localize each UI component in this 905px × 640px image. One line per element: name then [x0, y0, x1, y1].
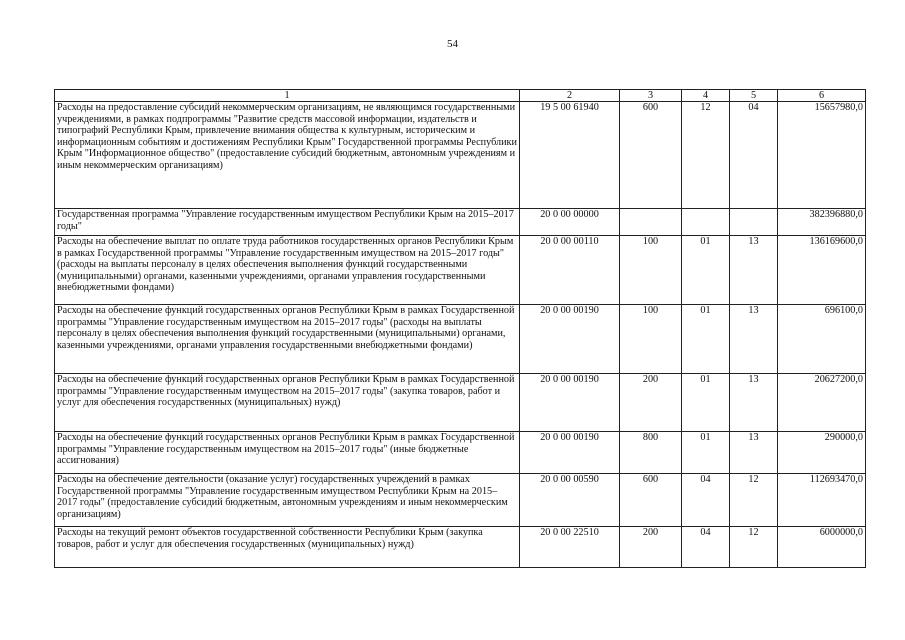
row-subsection: 13 — [730, 432, 778, 474]
row-description: Расходы на обеспечение деятельности (оказание услуг) государственных учреждений в рамках Государственной программы "Управление государственным имуществом Республики Крым на 2015–2017 годы" (предоставление субсидий бюджетным, автономным учреждениям и иным некоммерческим организациям) — [55, 474, 520, 527]
row-section: 01 — [682, 305, 730, 374]
row-subsection: 13 — [730, 236, 778, 305]
column-header-1: 1 — [55, 90, 520, 102]
row-description: Расходы на обеспечение функций государственных органов Республики Крым в рамках Государственной программы "Управление государственным имуществом на 2015–2017 годы" (закупка товаров, работ и услуг для обеспечения государственных (муниципальных) нужд) — [55, 374, 520, 432]
row-expense-type: 200 — [620, 374, 682, 432]
row-target-code: 19 5 00 61940 — [520, 102, 620, 209]
row-subsection — [730, 209, 778, 236]
row-section: 12 — [682, 102, 730, 209]
row-amount: 382396880,0 — [778, 209, 866, 236]
column-header-4: 4 — [682, 90, 730, 102]
row-target-code: 20 0 00 00190 — [520, 374, 620, 432]
row-amount: 290000,0 — [778, 432, 866, 474]
table-row — [55, 305, 866, 374]
row-expense-type: 100 — [620, 305, 682, 374]
row-subsection: 13 — [730, 305, 778, 374]
row-description: Расходы на обеспечение выплат по оплате труда работников государственных органов Республики Крым в рамках Государственной программы "Управление государственным имуществом на 2015–2017 годы" (расходы на выплаты персоналу в целях обеспечения выполнения функций государственными (муниципальными) органами, казенными учреждениями, органами управления государственными внебюджетными фондами) — [55, 236, 520, 305]
row-description: Государственная программа "Управление государственным имуществом Республики Крым на 2015–2017 годы" — [55, 209, 520, 236]
row-section: 04 — [682, 474, 730, 527]
row-target-code: 20 0 00 00590 — [520, 474, 620, 527]
row-subsection: 12 — [730, 474, 778, 527]
column-header-2: 2 — [520, 90, 620, 102]
row-section — [682, 209, 730, 236]
row-section: 01 — [682, 236, 730, 305]
row-subsection: 12 — [730, 527, 778, 568]
row-description: Расходы на текущий ремонт объектов государственной собственности Республики Крым (закупка товаров, работ и услуг для обеспечения государственных (муниципальных) нужд) — [55, 527, 520, 568]
row-target-code: 20 0 00 00000 — [520, 209, 620, 236]
row-subsection: 13 — [730, 374, 778, 432]
page-number: 54 — [447, 38, 458, 50]
row-amount: 15657980,0 — [778, 102, 866, 209]
row-expense-type: 600 — [620, 102, 682, 209]
row-target-code: 20 0 00 00110 — [520, 236, 620, 305]
row-amount: 20627200,0 — [778, 374, 866, 432]
table-header-row — [55, 90, 866, 102]
row-amount: 136169600,0 — [778, 236, 866, 305]
row-target-code: 20 0 00 00190 — [520, 432, 620, 474]
column-header-3: 3 — [620, 90, 682, 102]
row-section: 01 — [682, 374, 730, 432]
row-description: Расходы на предоставление субсидий некоммерческим организациям, не являющимся государственными учреждениями, в рамках подпрограммы "Развитие средств массовой информации, издательств и типографий Республики Крым, привлечение внимания общества к культурным, историческим и информационным событиям и достижениям Республики Крым" Государственной программы Республики Крым "Информационное общество" (предоставление субсидий бюджетным, автономным учреждениям и иным некоммерческим организациям) — [55, 102, 520, 209]
row-description: Расходы на обеспечение функций государственных органов Республики Крым в рамках Государственной программы "Управление государственным имуществом на 2015–2017 годы" (расходы на выплаты персоналу в целях обеспечения выполнения функций государственными (муниципальными) органами, казенными учреждениями, органами управления государственными внебюджетными фондами) — [55, 305, 520, 374]
row-expense-type — [620, 209, 682, 236]
row-amount: 6000000,0 — [778, 527, 866, 568]
row-expense-type: 200 — [620, 527, 682, 568]
row-description: Расходы на обеспечение функций государственных органов Республики Крым в рамках Государственной программы "Управление государственным имуществом на 2015–2017 годы" (иные бюджетные ассигнования) — [55, 432, 520, 474]
table-row — [55, 236, 866, 305]
row-target-code: 20 0 00 00190 — [520, 305, 620, 374]
row-target-code: 20 0 00 22510 — [520, 527, 620, 568]
row-section: 04 — [682, 527, 730, 568]
row-section: 01 — [682, 432, 730, 474]
table-row — [55, 432, 866, 474]
row-expense-type: 100 — [620, 236, 682, 305]
column-header-5: 5 — [730, 90, 778, 102]
table-row — [55, 102, 866, 209]
row-expense-type: 600 — [620, 474, 682, 527]
row-expense-type: 800 — [620, 432, 682, 474]
column-header-6: 6 — [778, 90, 866, 102]
row-amount: 112693470,0 — [778, 474, 866, 527]
table-row — [55, 474, 866, 527]
table-row — [55, 527, 866, 568]
row-subsection: 04 — [730, 102, 778, 209]
table-row — [55, 209, 866, 236]
budget-table — [54, 89, 866, 568]
row-amount: 696100,0 — [778, 305, 866, 374]
table-row — [55, 374, 866, 432]
